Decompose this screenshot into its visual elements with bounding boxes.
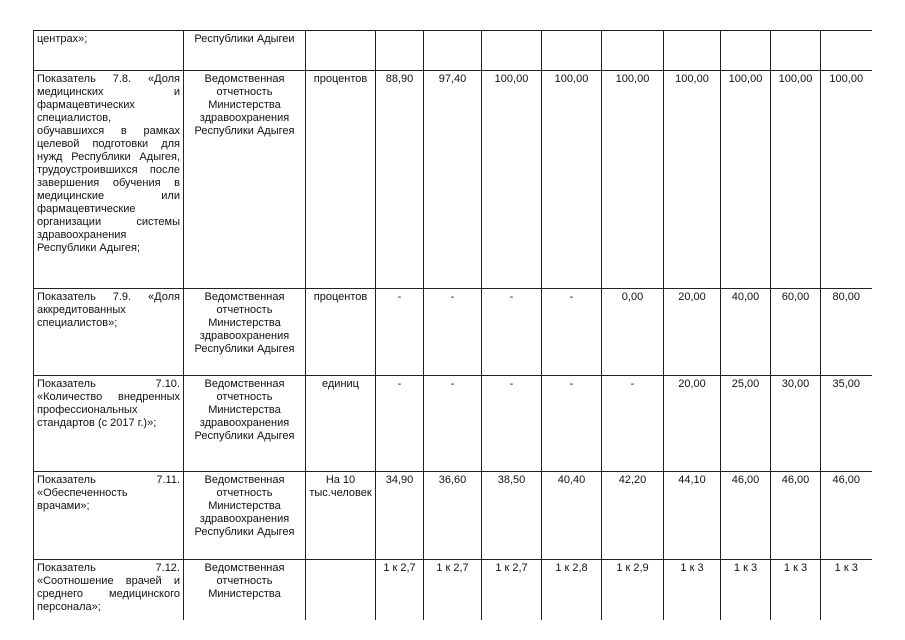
value-cell: 0,00 [602,289,664,376]
data-source: Республики Адыгеи [184,31,306,71]
value-cell: - [482,376,542,472]
value-cell: 42,20 [602,472,664,560]
indicator-name: Показатель 7.11. «Обеспеченность врачами»; [34,472,184,560]
data-source: Ведомственная отчетность Министерства здравоохранения Республики Адыгея [184,71,306,289]
value-cell [664,31,721,71]
value-cell: 1 к 3 [771,560,821,620]
value-cell [424,31,482,71]
value-cell: 20,00 [664,289,721,376]
value-cell: 46,00 [821,472,872,560]
value-cell: 1 к 2,8 [542,560,602,620]
value-cell: 35,00 [821,376,872,472]
table-row [34,31,872,71]
value-cell: 34,90 [376,472,424,560]
value-cell [482,31,542,71]
value-cell: 1 к 2,7 [424,560,482,620]
value-cell [771,31,821,71]
value-cell: 30,00 [771,376,821,472]
value-cell: 97,40 [424,71,482,289]
value-cell: 1 к 2,7 [482,560,542,620]
value-cell: 44,10 [664,472,721,560]
indicator-name: Показатель 7.9. «Доля аккредитованных специалистов»; [34,289,184,376]
value-cell: - [376,376,424,472]
value-cell: 100,00 [482,71,542,289]
value-cell: - [542,376,602,472]
data-source: Ведомственная отчетность Министерства [184,560,306,620]
value-cell [376,31,424,71]
table-row [34,71,872,289]
table-row [34,289,872,376]
table-row [34,560,872,620]
value-cell: 1 к 3 [821,560,872,620]
value-cell: 1 к 3 [664,560,721,620]
value-cell: 100,00 [602,71,664,289]
value-cell: - [376,289,424,376]
value-cell: - [542,289,602,376]
value-cell: 80,00 [821,289,872,376]
value-cell: 100,00 [771,71,821,289]
unit: единиц [306,376,376,472]
value-cell [721,31,771,71]
value-cell: 38,50 [482,472,542,560]
indicator-name: Показатель 7.8. «Доля медицинских и фармацевтических специалистов, обучавшихся в рамках целевой подготовки для нужд Республики Адыгея, трудоустроившихся после завершения обучения в медицинские или фармацевтические организации системы здравоохранения Республики Адыгея; [34,71,184,289]
data-source: Ведомственная отчетность Министерства здравоохранения Республики Адыгея [184,472,306,560]
value-cell: - [482,289,542,376]
indicator-name: центрах»; [34,31,184,71]
unit: На 10 тыс.человек [306,472,376,560]
data-source: Ведомственная отчетность Министерства здравоохранения Республики Адыгея [184,289,306,376]
value-cell: 1 к 2,9 [602,560,664,620]
value-cell: - [424,289,482,376]
unit: процентов [306,71,376,289]
unit [306,31,376,71]
value-cell: 100,00 [664,71,721,289]
value-cell: 20,00 [664,376,721,472]
value-cell: 40,40 [542,472,602,560]
indicator-name: Показатель 7.12. «Соотношение врачей и среднего медицинского персонала»; [34,560,184,620]
value-cell: 46,00 [771,472,821,560]
indicators-table [33,30,872,620]
value-cell: 1 к 2,7 [376,560,424,620]
unit [306,560,376,620]
value-cell: 60,00 [771,289,821,376]
value-cell [602,31,664,71]
value-cell: 1 к 3 [721,560,771,620]
table-row [34,472,872,560]
value-cell: 100,00 [542,71,602,289]
value-cell [542,31,602,71]
value-cell: 40,00 [721,289,771,376]
value-cell [821,31,872,71]
value-cell: - [602,376,664,472]
value-cell: 46,00 [721,472,771,560]
value-cell: 25,00 [721,376,771,472]
indicator-name: Показатель 7.10. «Количество внедренных профессиональных стандартов (с 2017 г.)»; [34,376,184,472]
value-cell: 36,60 [424,472,482,560]
value-cell: 88,90 [376,71,424,289]
value-cell: - [424,376,482,472]
data-source: Ведомственная отчетность Министерства здравоохранения Республики Адыгея [184,376,306,472]
table-row [34,376,872,472]
unit: процентов [306,289,376,376]
value-cell: 100,00 [721,71,771,289]
value-cell: 100,00 [821,71,872,289]
